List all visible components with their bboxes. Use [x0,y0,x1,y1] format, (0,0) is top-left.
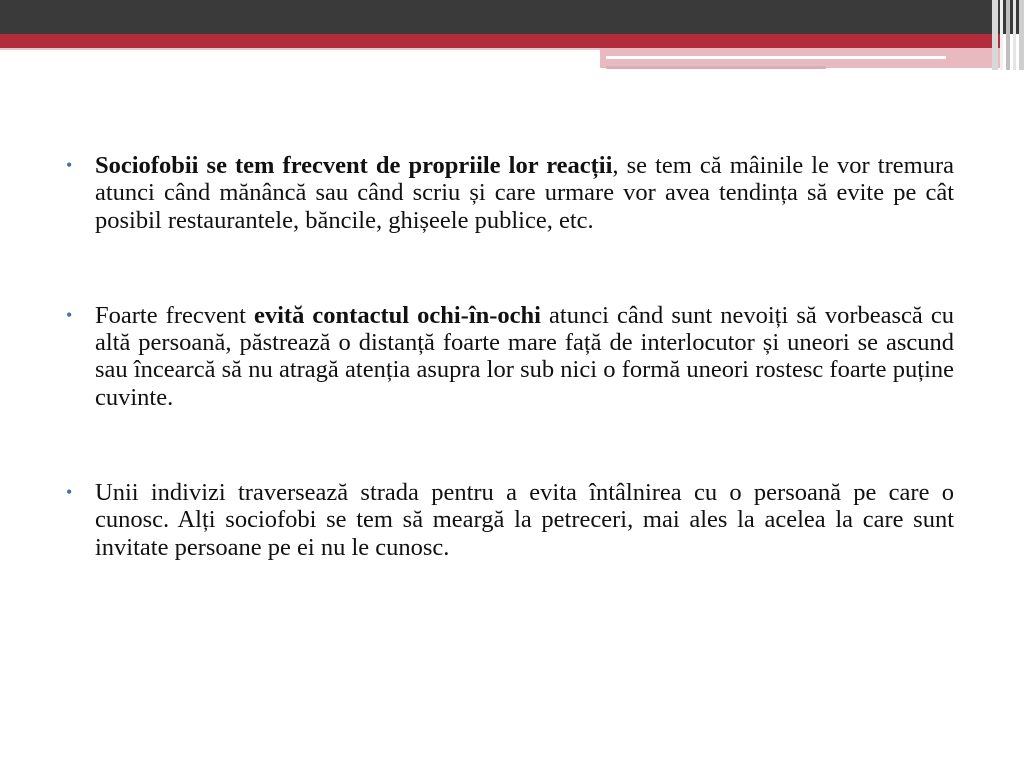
header-vertical-stripe [1000,0,1003,70]
header-white-line [606,56,946,59]
bullet-2-post: atunci când sunt nevoiți să vorbească cu altă persoană, păstrează o distanță foarte mare față de interlocutor și uneori se ascund sau încearcă să nu atragă atenția asupra lor sub nici o formă uneori rostesc foarte puține cuvinte. [95,301,954,411]
header-rose-line [606,66,826,69]
header-red-band [0,34,1000,48]
slide-body [66,150,954,561]
bullet-2-bold: evită contactul ochi-în-ochi [254,301,541,329]
bullet-1-bold-lead: Sociofobii se tem frecvent de propriile lor reacții [95,152,613,179]
header-vertical-stripe [1006,0,1010,70]
bullet-dot: • [66,482,73,503]
bullet-1-text: , se tem că mâinile le vor tremura atunci când mănâncă sau când scriu și care urmare vor avea tendința să evite pe cât posibil restaurantele, băncile, ghișeele publice, etc. [95,152,954,234]
bullet-item-1 [66,152,954,234]
header-vertical-stripe [1019,0,1024,70]
bullet-item-3 [66,479,954,561]
header-vertical-stripe [992,0,998,70]
header-vertical-stripe [1013,0,1016,70]
bullet-dot: • [66,155,73,175]
bullet-item-2 [66,302,954,411]
bullet-2-pre: Foarte frecvent [95,301,254,329]
header-dark-bar [0,0,1024,34]
bullet-dot: • [66,304,73,325]
header-light-line [0,48,600,50]
bullet-3-text: Unii indivizi traversează strada pentru a evita întâlnirea cu o persoană pe care o cunosc. Alți sociofobi se tem să meargă la petreceri, mai ales la acelea la care sunt invitate persoane pe ei nu le cunosc. [95,479,954,561]
